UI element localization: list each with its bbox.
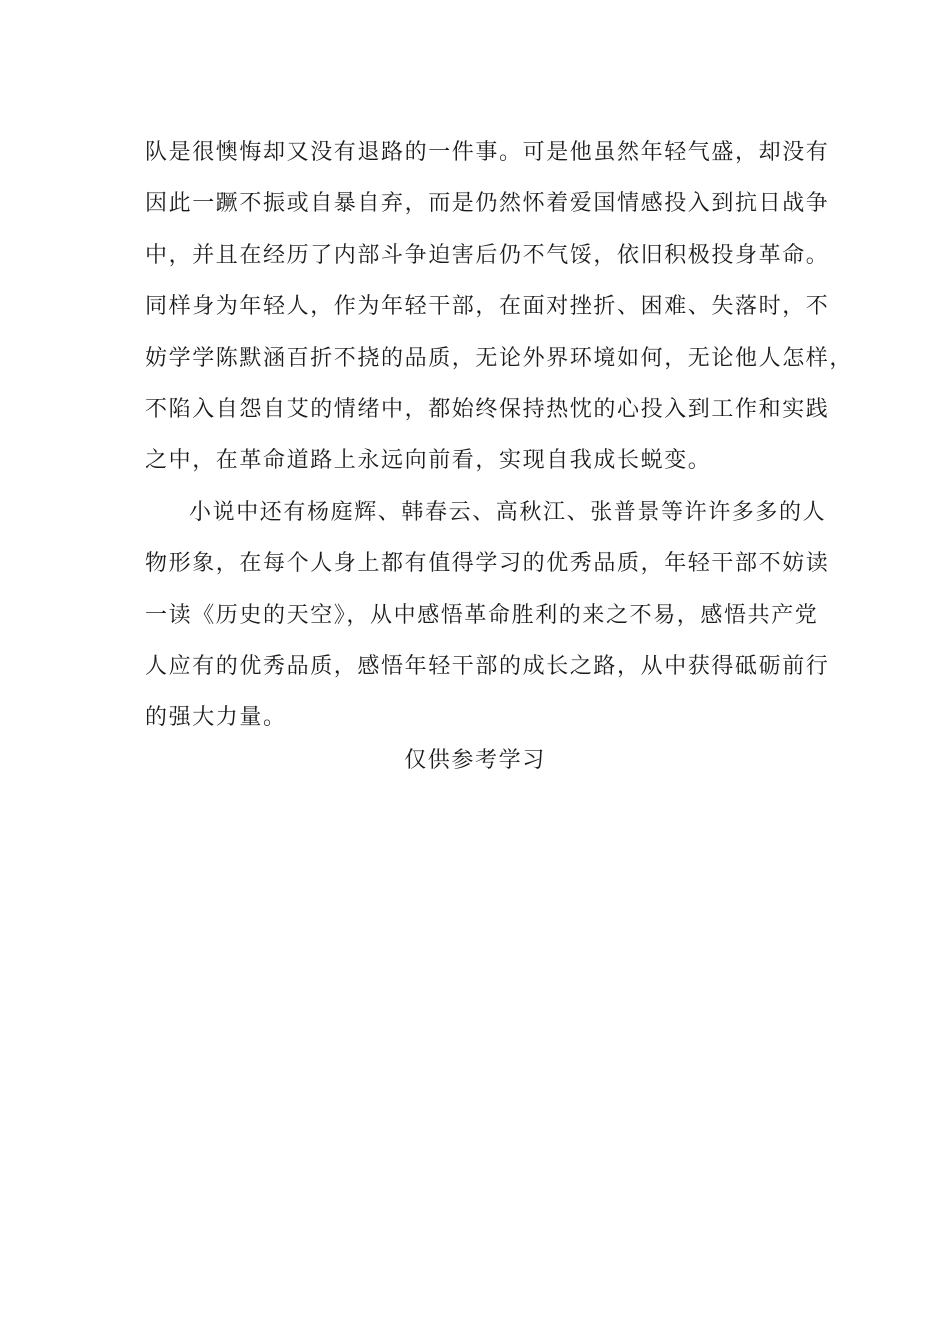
footer-note: 仅供参考学习 — [404, 748, 546, 773]
text-line: 一读《历史的天空》，从中感悟革命胜利的来之不易，感悟共产党 — [145, 602, 819, 628]
text-line: 妨学学陈默涵百折不挠的品质，无论外界环境如何，无论他人怎样， — [145, 345, 854, 371]
paragraph-start-line: 小说中还有杨庭辉、韩春云、高秋江、张普景等许许多多的人 — [189, 499, 827, 525]
text-line: 人应有的优秀品质，感悟年轻干部的成长之路，从中获得砥砺前行 — [145, 653, 830, 679]
text-line: 同样身为年轻人，作为年轻干部，在面对挫折、困难、失落时，不 — [145, 294, 830, 320]
text-line: 之中，在革命道路上永远向前看，实现自我成长蜕变。 — [145, 448, 712, 474]
text-line: 物形象，在每个人身上都有值得学习的优秀品质，年轻干部不妨读 — [145, 551, 830, 577]
text-line: 队是很懊悔却又没有退路的一件事。可是他虽然年轻气盛，却没有 — [145, 140, 830, 165]
text-line: 因此一蹶不振或自暴自弃，而是仍然怀着爱国情感投入到抗日战争 — [145, 191, 830, 217]
text-line: 不陷入自怨自艾的情绪中，都始终保持热忱的心投入到工作和实践 — [145, 396, 830, 422]
text-line: 中，并且在经历了内部斗争迫害后仍不气馁，依旧积极投身革命。 — [145, 242, 830, 268]
body-text — [145, 132, 854, 749]
text-line: 的强大力量。 — [145, 705, 287, 731]
